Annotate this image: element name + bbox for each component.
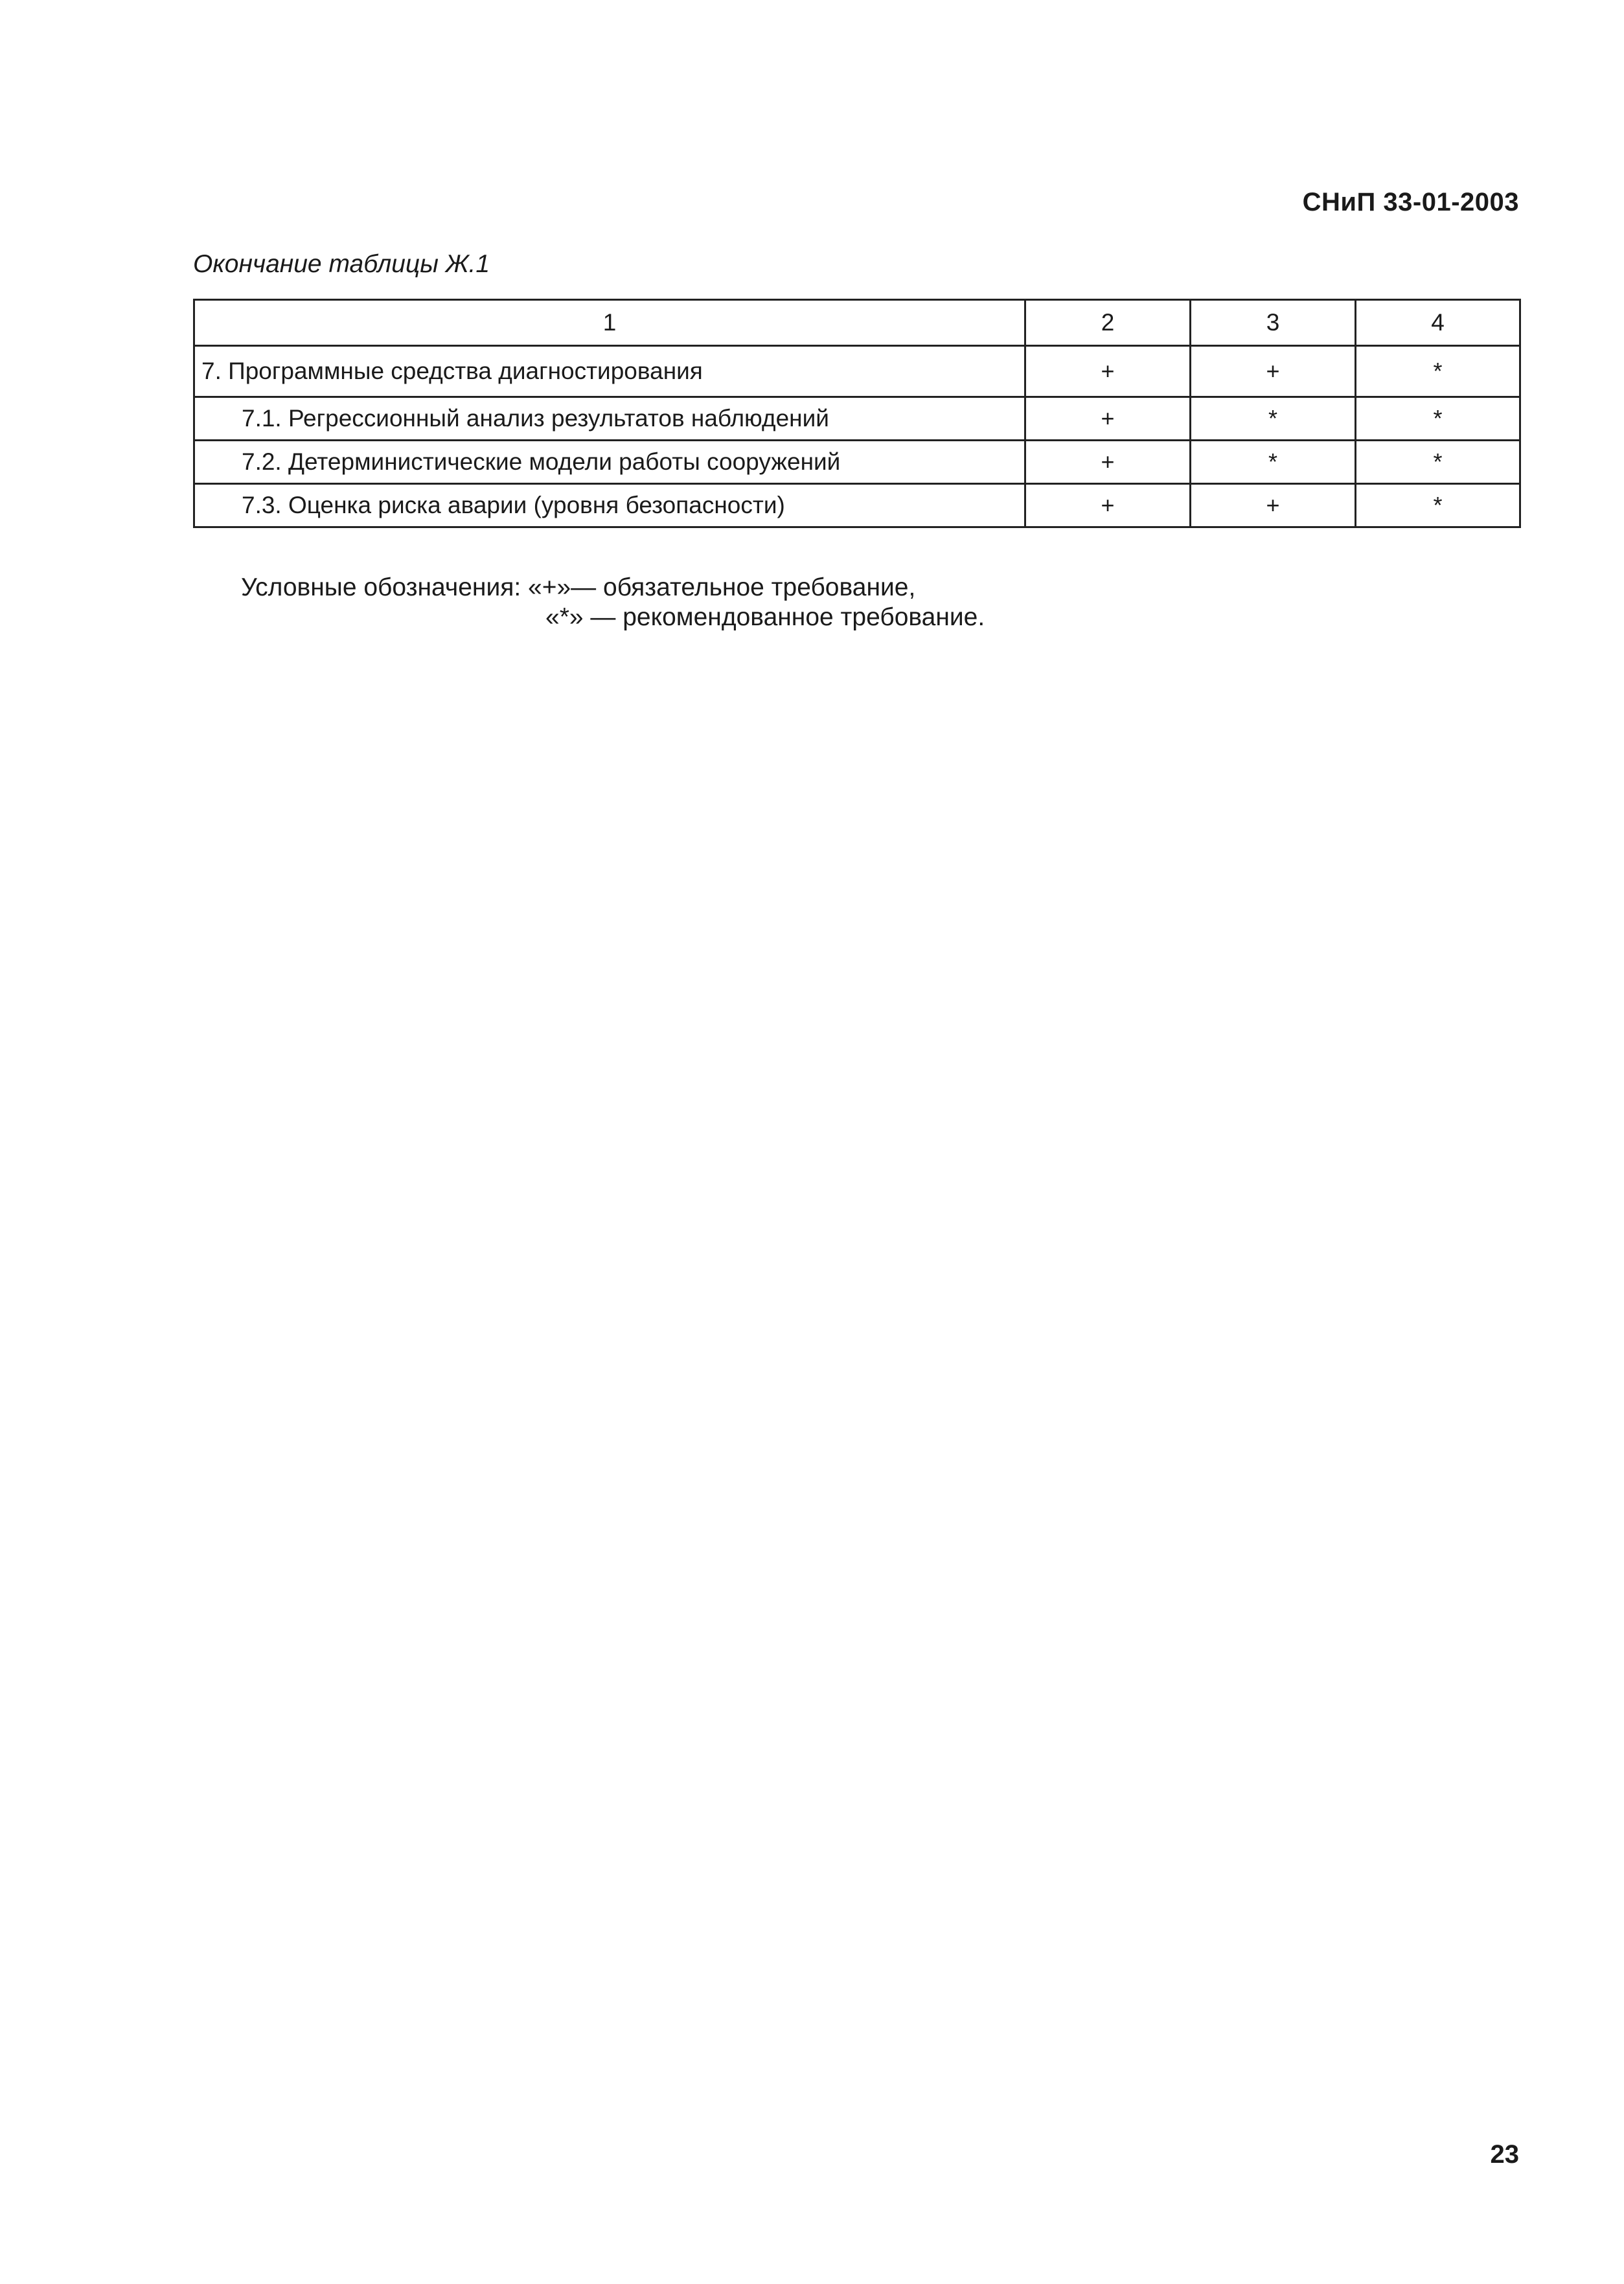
- column-header-4: 4: [1356, 300, 1520, 346]
- mark-cell-col3: *: [1191, 441, 1356, 484]
- column-header-2: 2: [1025, 300, 1191, 346]
- table-row: [194, 484, 1520, 527]
- row-label: 7.1. Регрессионный анализ результатов наблюдений: [194, 397, 1025, 441]
- document-code: СНиП 33-01-2003: [1302, 188, 1519, 216]
- mark-cell-col2: +: [1025, 441, 1191, 484]
- mark-cell-col4: *: [1356, 346, 1520, 397]
- row-label: 7.2. Детерминистические модели работы сооружений: [194, 441, 1025, 484]
- page-number: 23: [1490, 2140, 1519, 2169]
- legend: [241, 573, 985, 632]
- table-header-row: [194, 300, 1520, 346]
- table-caption: Окончание таблицы Ж.1: [193, 250, 490, 278]
- mark-cell-col2: +: [1025, 397, 1191, 441]
- table-row: [194, 397, 1520, 441]
- legend-mandatory: Условные обозначения: «+»— обязательное требование,: [241, 573, 916, 601]
- mark-cell-col4: *: [1356, 441, 1520, 484]
- mark-cell-col3: +: [1191, 484, 1356, 527]
- row-label: 7. Программные средства диагностирования: [194, 346, 1025, 397]
- requirements-table: [193, 299, 1521, 528]
- mark-cell-col4: *: [1356, 484, 1520, 527]
- row-label: 7.3. Оценка риска аварии (уровня безопасности): [194, 484, 1025, 527]
- column-header-1: 1: [194, 300, 1025, 346]
- mark-cell-col3: +: [1191, 346, 1356, 397]
- table-row: [194, 346, 1520, 397]
- table-row: [194, 441, 1520, 484]
- column-header-3: 3: [1191, 300, 1356, 346]
- mark-cell-col2: +: [1025, 346, 1191, 397]
- legend-recommended: «*» — рекомендованное требование.: [545, 603, 985, 631]
- mark-cell-col4: *: [1356, 397, 1520, 441]
- mark-cell-col2: +: [1025, 484, 1191, 527]
- mark-cell-col3: *: [1191, 397, 1356, 441]
